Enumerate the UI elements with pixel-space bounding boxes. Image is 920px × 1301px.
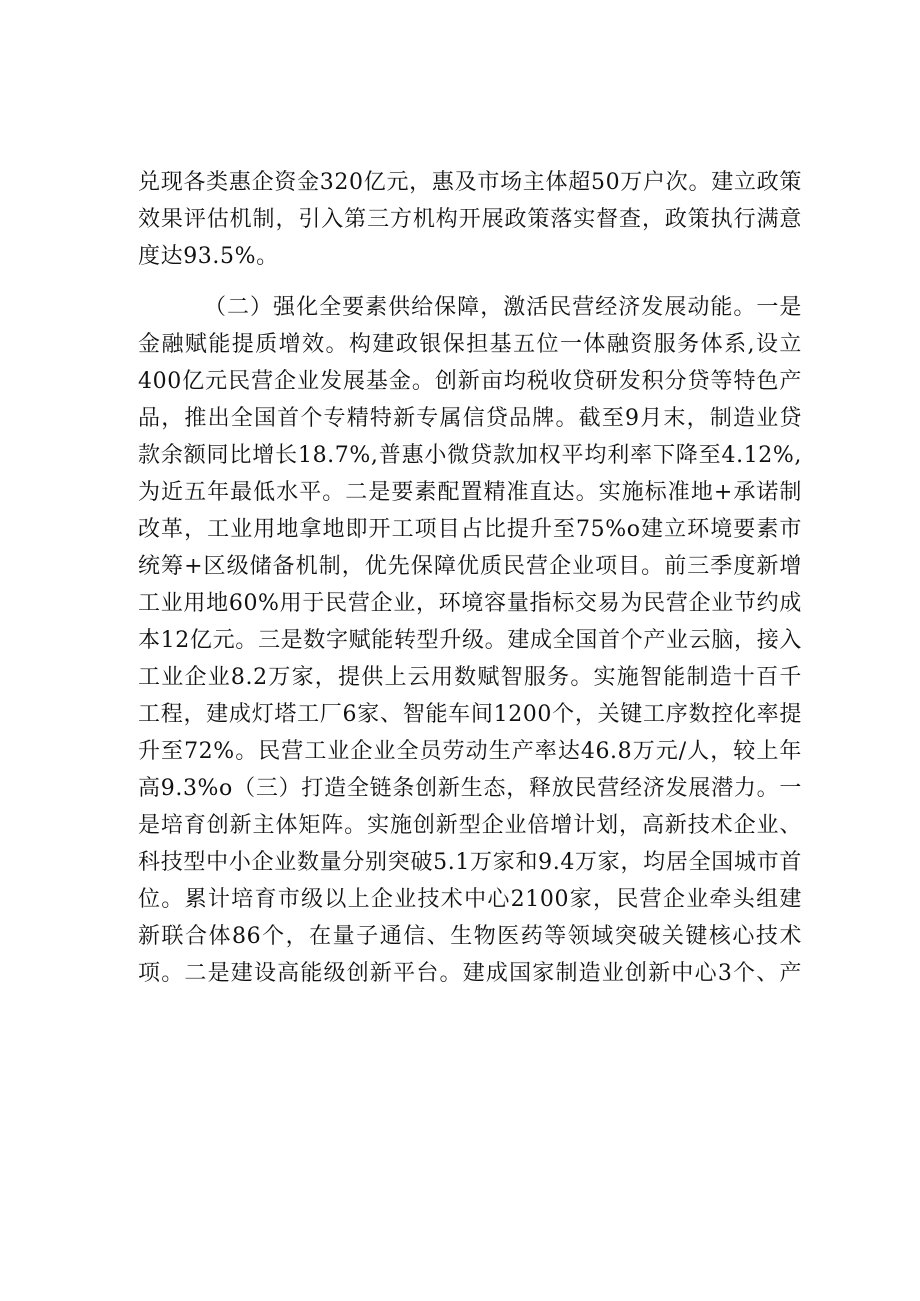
text-line: 是培育创新主体矩阵。实施创新型企业倍增计划，高新技术企业、 <box>138 813 802 838</box>
text-line: 本12亿元。三是数字赋能转型升级。建成全国首个产业云脑，接入 <box>138 628 802 653</box>
text-line: 位。累计培育市级以上企业技术中心2100家，民营企业牵头组建 <box>138 887 802 912</box>
text-line: 统筹+区级储备机制，优先保障优质民营企业项目。前三季度新增 <box>138 554 802 579</box>
text-line: 工程，建成灯塔工厂6家、智能车间1200个，关键工序数控化率提 <box>138 702 802 727</box>
text-line: 改革，工业用地拿地即开工项目占比提升至75%o建立环境要素市 <box>138 517 802 542</box>
text-line: 400亿元民营企业发展基金。创新亩均税收贷研发积分贷等特色产 <box>138 369 802 394</box>
text-line: 项。二是建设高能级创新平台。建成国家制造业创新中心3个、产 <box>138 961 802 986</box>
text-line: （二）强化全要素供给保障，激活民营经济发展动能。一是 <box>204 295 802 320</box>
text-line: 高9.3%o（三）打造全链条创新生态，释放民营经济发展潜力。一 <box>138 776 802 801</box>
text-line: 金融赋能提质增效。构建政银保担基五位一体融资服务体系,设立 <box>138 332 802 357</box>
paragraph-policy-results <box>138 164 802 275</box>
paragraph-factor-supply <box>138 289 802 992</box>
text-line: 工业用地60%用于民营企业，环境容量指标交易为民营企业节约成 <box>138 591 802 616</box>
text-line: 兑现各类惠企资金320亿元，惠及市场主体超50万户次。建立政策 <box>138 170 802 195</box>
text-line: 工业企业8.2万家，提供上云用数赋智服务。实施智能制造十百千 <box>138 665 802 690</box>
text-line: 升至72%。民营工业企业全员劳动生产率达46.8万元/人，较上年 <box>138 739 802 764</box>
text-line: 效果评估机制，引入第三方机构开展政策落实督查，政策执行满意 <box>138 207 802 232</box>
text-line: 为近五年最低水平。二是要素配置精准直达。实施标准地+承诺制 <box>138 480 802 505</box>
text-line: 度达93.5%。 <box>138 244 279 269</box>
text-line: 科技型中小企业数量分别突破5.1万家和9.4万家，均居全国城市首 <box>138 850 802 875</box>
text-line: 新联合体86个，在量子通信、生物医药等领域突破关键核心技术 <box>138 924 802 949</box>
text-line: 款余额同比增长18.7%,普惠小微贷款加权平均利率下降至4.12%, <box>138 443 802 468</box>
text-line: 品，推出全国首个专精特新专属信贷品牌。截至9月末，制造业贷 <box>138 406 802 431</box>
